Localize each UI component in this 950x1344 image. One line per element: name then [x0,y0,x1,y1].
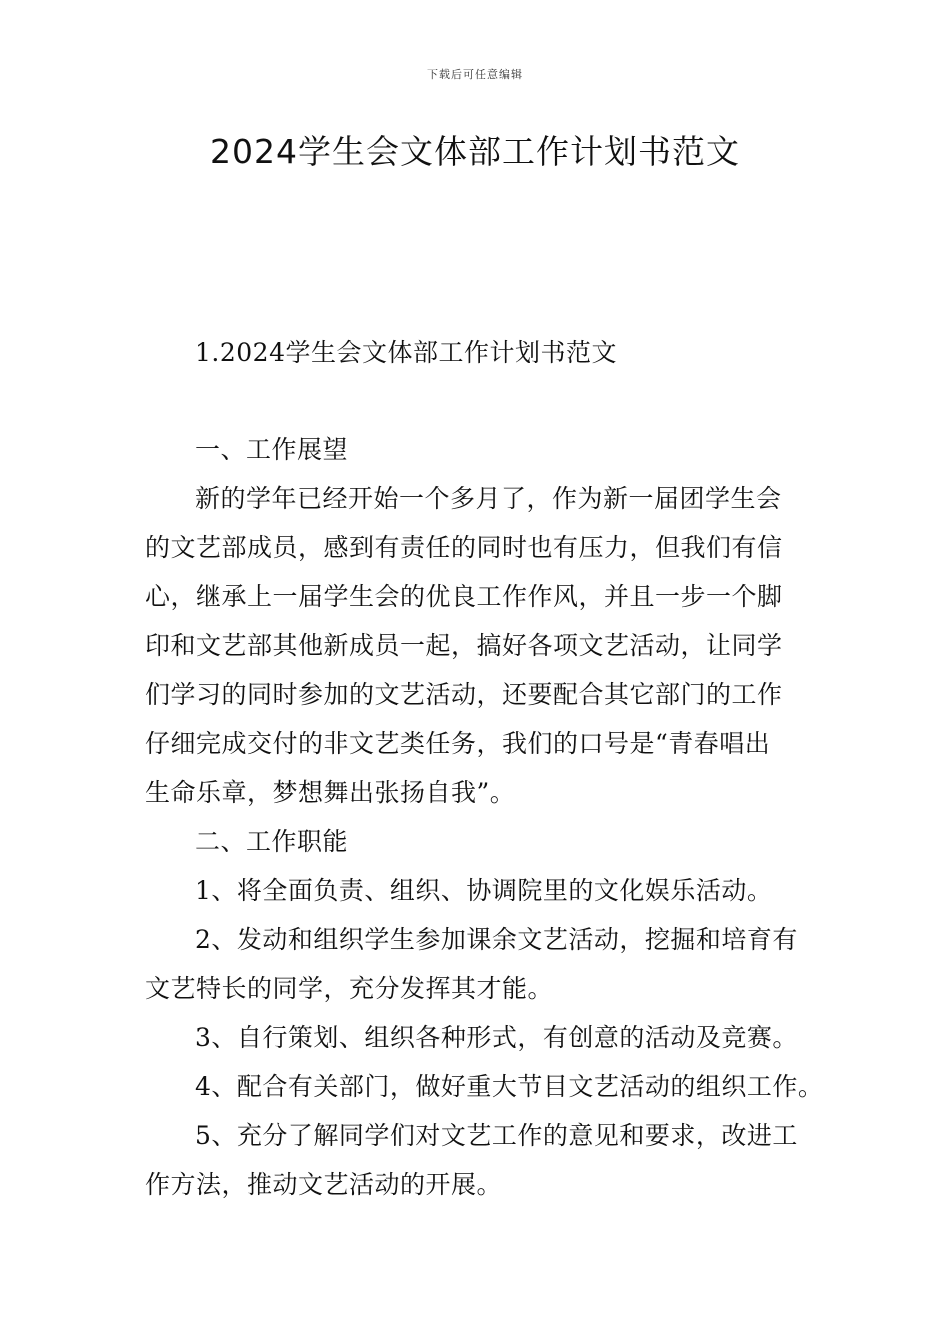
function-item-1: 1、将全面负责、组织、协调院里的文化娱乐活动。 [195,876,773,905]
paragraph-line: 的文艺部成员，感到有责任的同时也有压力，但我们有信 [145,533,783,562]
paragraph-line: 印和文艺部其他新成员一起，搞好各项文艺活动，让同学 [145,631,783,660]
paragraph-line: 仔细完成交付的非文艺类任务，我们的口号是“青春唱出 [145,729,771,758]
section-heading-outlook: 一、工作展望 [195,435,349,464]
function-item-3: 3、自行策划、组织各种形式，有创意的活动及竞赛。 [195,1023,798,1052]
function-item-4: 4、配合有关部门，做好重大节目文艺活动的组织工作。 [195,1072,824,1101]
section-work-outlook [145,425,810,474]
subtitle-line: 1.2024学生会文体部工作计划书范文 [195,338,617,367]
function-item-5-cont: 作方法，推动文艺活动的开展。 [145,1170,503,1199]
function-item-2: 2、发动和组织学生参加课余文艺活动，挖掘和培育有 [195,925,798,954]
section-heading-functions: 二、工作职能 [195,827,349,856]
document-body [145,474,824,1209]
function-item-5: 5、充分了解同学们对文艺工作的意见和要求，改进工 [195,1121,798,1150]
paragraph-line: 新的学年已经开始一个多月了，作为新一届团学生会 [195,484,782,513]
paragraph-line: 生命乐章，梦想舞出张扬自我”。 [145,778,516,807]
download-note: 下载后可任意编辑 [427,68,523,81]
document-title: 2024学生会文体部工作计划书范文 [210,132,740,171]
paragraph-line: 心，继承上一届学生会的优良工作作风，并且一步一个脚 [145,582,783,611]
paragraph-line: 们学习的同时参加的文艺活动，还要配合其它部门的工作 [145,680,783,709]
document-subtitle [145,328,810,377]
function-item-2-cont: 文艺特长的同学，充分发挥其才能。 [145,974,554,1003]
